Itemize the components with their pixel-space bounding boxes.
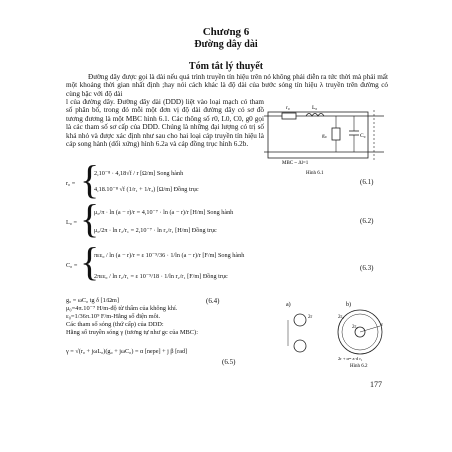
note-mu0: μ₀=4π.10⁻⁷ H/m-độ từ thẩm của không khí. [66,305,178,312]
label-r0: r₀ [286,105,290,111]
equation-number-6-2: (6.2) [360,217,374,225]
label-g0: g₀ [322,133,327,139]
g0-equation: g₀ = ωC₀ tg δ [1/Ωm] [66,297,119,304]
equation-number-6-1: (6.1) [360,178,374,186]
note-eps0: ε₀=1/36π.10⁹ F/m-Hằng số điện môi. [66,313,161,320]
gamma-equation: γ = √(r₀ + jωL₀)(g₀ + jωC₀) = α [nepe] + j β [rad] [66,348,188,355]
label-l0: L₀ [312,105,318,111]
note-secondary-params: Các tham số sóng (thứ cấp) của DDD: [66,321,164,328]
r0-line-1: 2,10⁻⁸ · 4,18√f / r [Ω/m] Song hành [94,170,184,177]
label-mbc: MBC ~ Δl=1 [282,161,309,166]
label-dimensions: 2r + α= a·d r₁ [338,356,363,361]
intro-paragraph-2: l của đường dây. Đường dây dài (DDD) liệt vào loại mạch có tham số phân bố, trong đó mỗi một đơn vị độ dài đường dây có sơ đồ tương đương là một MBC hình 6.1. Các thông số r0, L0, C0, g0 gọi là các tham số sơ cấp của DDD. Chúng là những đại lượng có trị số khá nhỏ và được xác định như sau cho hai loại cáp truyền tín hiệu là cáp song hành (dối xứng) hình 6.2a và cáp đồng trục hình 6.2b. [66,98,264,149]
c0-symbol: C₀ = [66,262,78,269]
c0-line-2: 2πεε₀ / ln r₂/r₁ = ε 10⁻⁹/18 · 1/ln r₂/r₁ [F/m] Đồng trục [94,273,228,280]
note-propagation: Hằng số truyền sóng γ (tương tự như gc của MBC): [66,329,198,336]
caption-figure-6-1: Hình 6.1 [306,171,324,176]
r0-line-2: 4,18.10⁻⁸ √f (1/r₁ + 1/r₂) [Ω/m] Đồng trục [94,186,199,193]
chapter-heading: Chương 6 [202,26,250,38]
equation-number-6-4: (6.4) [206,297,220,305]
c0-brace: { [80,239,100,284]
label-a: a) [286,302,291,308]
label-2r1: 2r₁ [352,325,358,330]
l0-brace: { [80,196,100,241]
label-c0: C₀ [360,133,366,139]
figure-6-2-cables [280,298,390,368]
label-2r: 2r [308,315,313,320]
l0-line-1: μ₀/π · ln (a − r)/r = 4,10⁻⁷ · ln (a − r)/r [H/m] Song hành [94,209,234,216]
equation-number-6-5: (6.5) [222,358,236,366]
caption-figure-6-2: Hình 6.2 [350,364,368,368]
figure-6-1-circuit [262,98,392,176]
section-title: Tóm tắt lý thuyết [188,61,264,72]
r0-brace: { [80,157,100,202]
l0-symbol: L₀ = [66,219,77,226]
r0-symbol: r₀ = [66,180,76,187]
label-epsilon: ε [381,323,384,328]
page-number: 177 [370,380,382,389]
intro-paragraph-1: Đường dây được gọi là dài nếu quá trình truyền tín hiệu trên nó không phải diễn ra tức thời mà phải mất một khoảng thời gian nhất định ;hay nói cách khác là độ dài của bước sóng tín hiệu λ truyền trên đường có cùng bậc với độ dài [66,73,388,98]
equation-number-6-3: (6.3) [360,264,374,272]
label-b: b) [346,302,351,308]
l0-line-2: μ₀/2π · ln r₂/r₁ = 2,10⁻⁷ · ln r₂/r₁ [H/m] Đồng trục [94,227,217,234]
label-2r2: 2r₂ [338,315,344,320]
chapter-title: Đường dây dài [194,39,258,50]
c0-line-1: πεε₀ / ln (a − r)/r = ε 10⁻⁹/36 · 1/ln (a − r)/r [F/m] Song hành [94,252,245,259]
